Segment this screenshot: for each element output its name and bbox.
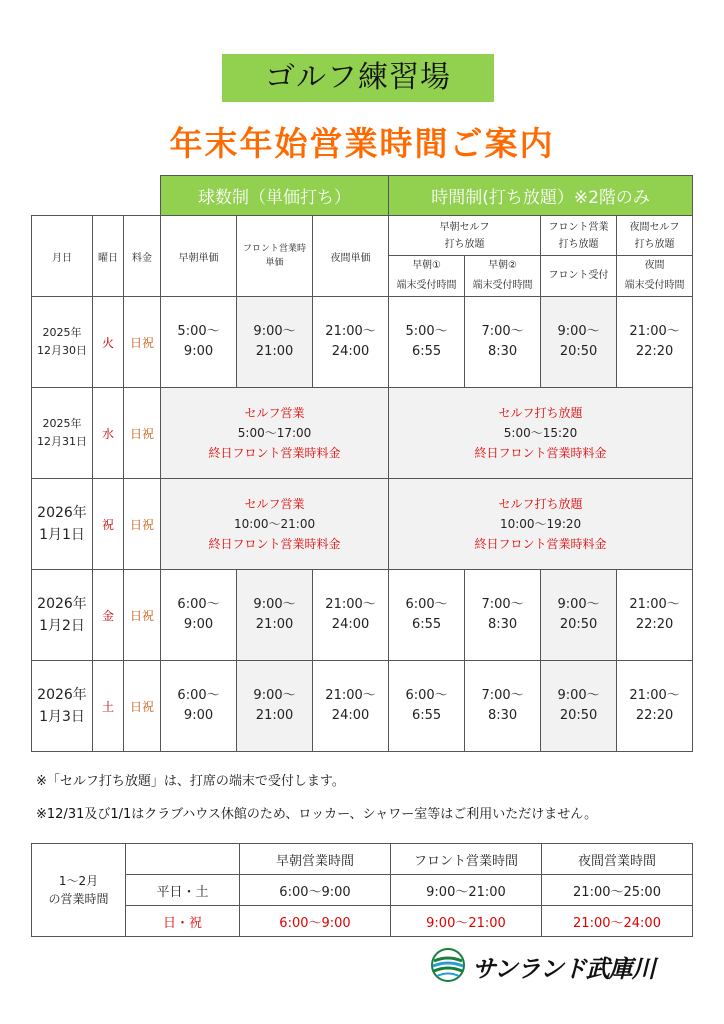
dow-cell: 土 xyxy=(93,661,124,752)
merged-title: セルフ営業 xyxy=(244,406,305,420)
time-start: 6:00～ xyxy=(405,597,448,612)
sub-early1-label: 早朝① xyxy=(412,260,442,271)
time-end: 9:00 xyxy=(183,617,214,632)
sub-early1-desc: 端末受付時間 xyxy=(396,280,457,291)
table-row xyxy=(32,570,693,661)
date-year: 2025年 xyxy=(42,326,82,339)
header-early-hours: 早朝営業時間 xyxy=(240,844,391,875)
jan-feb-hours-table xyxy=(31,843,693,937)
schedule-table xyxy=(31,175,693,752)
weekday-night: 21:00～25:00 xyxy=(542,875,693,906)
time-end: 22:20 xyxy=(635,708,674,723)
merged-title: セルフ打ち放題 xyxy=(498,406,583,420)
page-subtitle: 年末年始営業時間ご案内 xyxy=(169,124,555,163)
golf-ball-logo-icon xyxy=(430,947,466,983)
front-free-line2: 打ち放題 xyxy=(558,238,599,250)
group-header-time: 時間制(打ち放題）※2階のみ xyxy=(389,176,693,216)
date-year: 2026年 xyxy=(37,687,87,703)
time-start: 9:00～ xyxy=(557,688,600,703)
time-start: 21:00～ xyxy=(325,597,376,612)
sub-header-front: フロント受付 xyxy=(541,256,617,297)
sub-header-early2 xyxy=(465,256,541,297)
note-clubhouse-closed: ※12/31及び1/1はクラブハウス休館のため、ロッカー、シャワー室等はご利用いただけません。 xyxy=(36,807,598,822)
time-start: 21:00～ xyxy=(629,597,680,612)
time-cell xyxy=(161,570,237,661)
time-start: 21:00～ xyxy=(629,688,680,703)
date-cell xyxy=(32,297,93,388)
header-front-hours: フロント営業時間 xyxy=(391,844,542,875)
time-end: 21:00 xyxy=(255,344,294,359)
time-cell xyxy=(389,661,465,752)
time-end: 24:00 xyxy=(331,617,370,632)
table-row xyxy=(32,388,693,479)
time-start: 6:00～ xyxy=(405,688,448,703)
night-self-line2: 打ち放題 xyxy=(634,238,675,250)
time-cell xyxy=(389,570,465,661)
merged-fee-note: 終日フロント営業時料金 xyxy=(208,446,341,460)
merged-fee-note: 終日フロント営業時料金 xyxy=(474,446,607,460)
time-cell xyxy=(465,570,541,661)
time-cell xyxy=(161,297,237,388)
early-self-line2: 打ち放題 xyxy=(444,238,485,250)
col-header-dow: 曜日 xyxy=(93,216,124,297)
time-end: 9:00 xyxy=(183,344,214,359)
time-start: 7:00～ xyxy=(481,324,524,339)
time-cell xyxy=(617,570,693,661)
weekday-front: 9:00～21:00 xyxy=(391,875,542,906)
time-cell xyxy=(161,661,237,752)
date-day: 1月1日 xyxy=(39,527,85,543)
merged-cell-ball xyxy=(161,388,389,479)
merged-hours: 10:00～19:20 xyxy=(499,517,582,531)
holiday-early: 6:00～9:00 xyxy=(240,906,391,937)
time-start: 9:00～ xyxy=(557,597,600,612)
col-header-night: 夜間単価 xyxy=(313,216,389,297)
table-row xyxy=(32,906,693,937)
fee-cell: 日祝 xyxy=(124,661,161,752)
col-header-fee: 料金 xyxy=(124,216,161,297)
table-row xyxy=(32,661,693,752)
time-end: 22:20 xyxy=(635,344,674,359)
date-year: 2026年 xyxy=(37,505,87,521)
time-end: 22:20 xyxy=(635,617,674,632)
holiday-night: 21:00～24:00 xyxy=(542,906,693,937)
merged-cell-time xyxy=(389,479,693,570)
time-cell xyxy=(313,661,389,752)
col-header-front-line2: 単価 xyxy=(265,258,284,268)
col-header-night-self xyxy=(617,216,693,256)
time-end: 20:50 xyxy=(559,344,598,359)
merged-title: セルフ打ち放題 xyxy=(498,497,583,511)
time-end: 6:55 xyxy=(411,617,442,632)
time-cell xyxy=(541,570,617,661)
merged-title: セルフ営業 xyxy=(244,497,305,511)
dow-cell: 祝 xyxy=(93,479,124,570)
date-year: 2025年 xyxy=(42,417,82,430)
period-label-line2: の営業時間 xyxy=(48,892,109,906)
time-start: 6:00～ xyxy=(177,597,220,612)
date-day: 1月2日 xyxy=(39,618,85,634)
merged-hours: 5:00～15:20 xyxy=(503,426,578,440)
merged-fee-note: 終日フロント営業時料金 xyxy=(208,537,341,551)
time-cell xyxy=(237,570,313,661)
time-end: 20:50 xyxy=(559,617,598,632)
time-end: 24:00 xyxy=(331,708,370,723)
brand-logo xyxy=(430,945,680,985)
table-row xyxy=(32,479,693,570)
table-row xyxy=(32,875,693,906)
time-start: 5:00～ xyxy=(177,324,220,339)
time-cell xyxy=(541,661,617,752)
date-day: 12月30日 xyxy=(37,344,87,357)
time-start: 5:00～ xyxy=(405,324,448,339)
note-self-reception: ※「セルフ打ち放題」は、打席の端末で受付します。 xyxy=(36,774,345,789)
period-label xyxy=(32,844,126,937)
night-self-line1: 夜間セルフ xyxy=(629,221,680,233)
sub-early2-label: 早朝② xyxy=(488,260,518,271)
date-cell xyxy=(32,570,93,661)
time-start: 21:00～ xyxy=(325,688,376,703)
holiday-front: 9:00～21:00 xyxy=(391,906,542,937)
time-cell xyxy=(465,661,541,752)
holiday-label: 日・祝 xyxy=(126,906,240,937)
time-end: 6:55 xyxy=(411,344,442,359)
time-cell xyxy=(313,297,389,388)
time-start: 21:00～ xyxy=(629,324,680,339)
fee-cell: 日祝 xyxy=(124,570,161,661)
date-cell xyxy=(32,479,93,570)
sub-header-night xyxy=(617,256,693,297)
time-start: 9:00～ xyxy=(253,597,296,612)
group-header-ball: 球数制（単価打ち） xyxy=(161,176,389,216)
dow-cell: 金 xyxy=(93,570,124,661)
time-start: 9:00～ xyxy=(557,324,600,339)
sub-night-label: 夜間 xyxy=(644,260,665,271)
time-cell xyxy=(313,570,389,661)
header-night-hours: 夜間営業時間 xyxy=(542,844,693,875)
date-day: 1月3日 xyxy=(39,709,85,725)
time-end: 8:30 xyxy=(487,344,518,359)
page-title: ゴルフ練習場 xyxy=(222,54,494,102)
sub-header-early1 xyxy=(389,256,465,297)
sub-early2-desc: 端末受付時間 xyxy=(472,280,533,291)
time-cell xyxy=(617,297,693,388)
dow-cell: 水 xyxy=(93,388,124,479)
col-header-date: 月日 xyxy=(32,216,93,297)
time-start: 7:00～ xyxy=(481,597,524,612)
early-self-line1: 早朝セルフ xyxy=(439,221,490,233)
time-start: 9:00～ xyxy=(253,324,296,339)
time-end: 21:00 xyxy=(255,708,294,723)
time-end: 8:30 xyxy=(487,708,518,723)
time-end: 20:50 xyxy=(559,708,598,723)
time-cell xyxy=(237,297,313,388)
merged-fee-note: 終日フロント営業時料金 xyxy=(474,537,607,551)
time-cell xyxy=(465,297,541,388)
time-start: 21:00～ xyxy=(325,324,376,339)
time-start: 9:00～ xyxy=(253,688,296,703)
brand-name: サンランド武庫川 xyxy=(472,955,655,983)
merged-cell-ball xyxy=(161,479,389,570)
fee-cell: 日祝 xyxy=(124,297,161,388)
date-cell xyxy=(32,388,93,479)
time-end: 6:55 xyxy=(411,708,442,723)
time-start: 7:00～ xyxy=(481,688,524,703)
col-header-front xyxy=(237,216,313,297)
time-end: 21:00 xyxy=(255,617,294,632)
table-row xyxy=(32,297,693,388)
weekday-early: 6:00～9:00 xyxy=(240,875,391,906)
time-cell xyxy=(237,661,313,752)
date-year: 2026年 xyxy=(37,596,87,612)
merged-cell-time xyxy=(389,388,693,479)
fee-cell: 日祝 xyxy=(124,479,161,570)
time-cell xyxy=(541,297,617,388)
front-free-line1: フロント営業 xyxy=(548,221,609,233)
date-cell xyxy=(32,661,93,752)
dow-cell: 火 xyxy=(93,297,124,388)
merged-hours: 5:00～17:00 xyxy=(237,426,312,440)
time-end: 8:30 xyxy=(487,617,518,632)
time-start: 6:00～ xyxy=(177,688,220,703)
col-header-front-line1: フロント営業時 xyxy=(243,244,307,254)
sub-night-desc: 端末受付時間 xyxy=(624,280,685,291)
time-end: 9:00 xyxy=(183,708,214,723)
col-header-front-free xyxy=(541,216,617,256)
time-cell xyxy=(389,297,465,388)
merged-hours: 10:00～21:00 xyxy=(233,517,316,531)
col-header-early-self xyxy=(389,216,541,256)
col-header-early: 早朝単価 xyxy=(161,216,237,297)
fee-cell: 日祝 xyxy=(124,388,161,479)
period-label-line1: 1～2月 xyxy=(58,874,99,888)
date-day: 12月31日 xyxy=(37,435,87,448)
weekday-label: 平日・土 xyxy=(126,875,240,906)
time-cell xyxy=(617,661,693,752)
time-end: 24:00 xyxy=(331,344,370,359)
